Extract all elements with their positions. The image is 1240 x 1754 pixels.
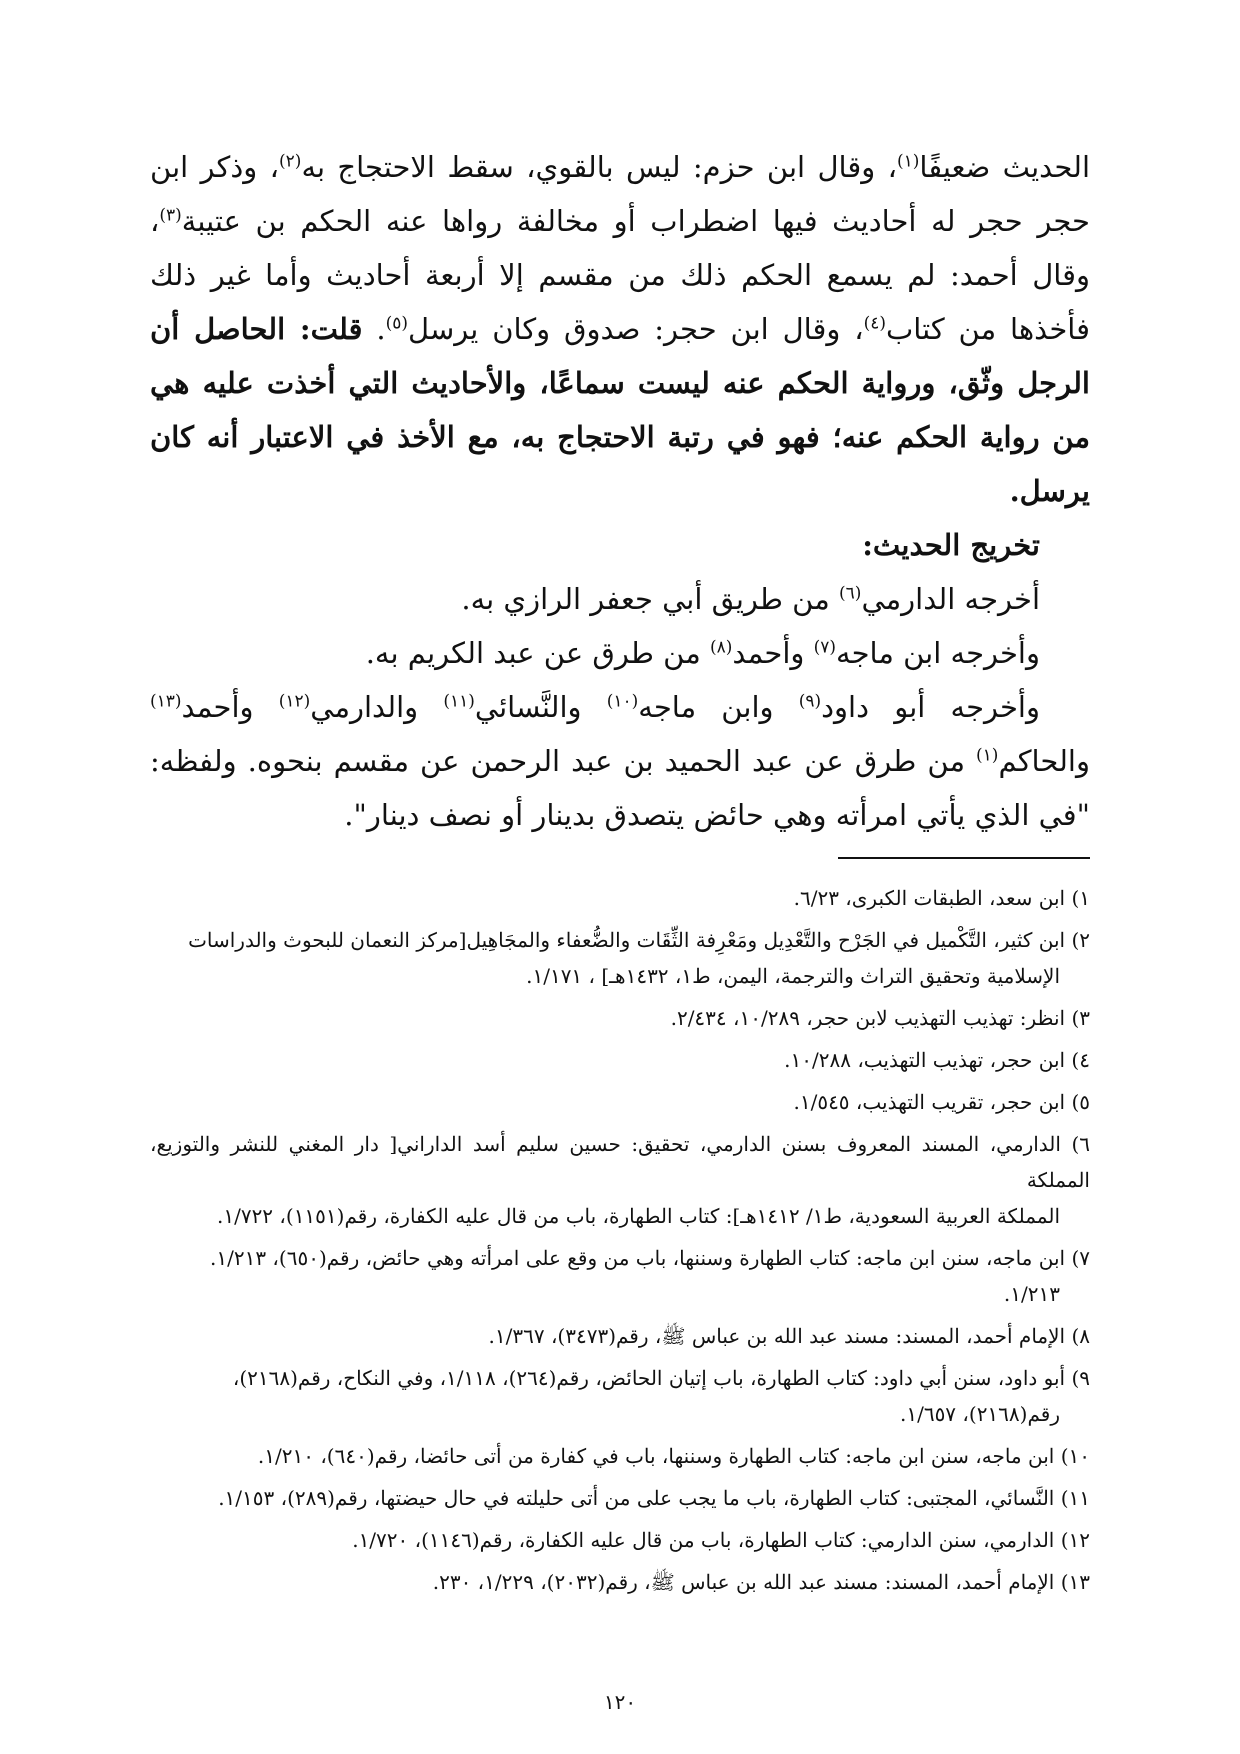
footnote-text: ٩) أبو داود، سنن أبي داود: كتاب الطهارة، باب إتيان الحائض، رقم(٢٦٤)، ١/١١٨، وفي النكاح، رقم(٢١٦٨)، <box>232 1366 1090 1390</box>
text-span: والدارمي <box>310 690 444 724</box>
footnote-4 <box>150 1042 1090 1078</box>
footnote-ref[interactable]: (١٠) <box>606 691 639 712</box>
text-span: والحاكم <box>998 744 1090 778</box>
text-span: ، وقال أحمد: لم يسمع الحكم ذلك من مقسم إلا أربعة أحاديث وأما غير ذلك فأخذها من كتاب <box>150 204 1091 346</box>
footnote-5 <box>150 1084 1090 1120</box>
footnote-ref[interactable]: (٧) <box>813 637 837 658</box>
footnote-ref[interactable]: (١١) <box>443 691 475 712</box>
footnote-7 <box>150 1240 1090 1312</box>
text-span: والنَّسائي <box>474 690 607 724</box>
footnote-13 <box>150 1564 1090 1600</box>
conclusion-bold-text: قلت: الحاصل أن الرجل وثّق، ورواية الحكم عنه ليست سماعًا، والأحاديث التي أخذت عليه هي من رواية الحكم عنه؛ فهو في رتبة الاحتجاج به، مع الأخذ في الاعتبار أنه كان يرسل. <box>150 312 1090 508</box>
text-span: وأحمد <box>732 636 814 670</box>
footnote-continuation: المملكة العربية السعودية، ط١/ ١٤١٢هـ]: كتاب الطهارة، باب من قال عليه الكفارة، رقم(١١٥١)، ١/٧٢٢. <box>216 1204 1060 1228</box>
footnote-continuation: رقم(٢١٦٨)، ١/٦٥٧. <box>899 1402 1060 1426</box>
text-span: وابن ماجه <box>638 690 799 724</box>
footnote-ref[interactable]: (١٣) <box>150 691 182 712</box>
footnote-ref[interactable]: (٥) <box>385 313 409 334</box>
footnote-text: ٣) انظر: تهذيب التهذيب لابن حجر، ١٠/٢٨٩، ٢/٤٣٤. <box>670 1006 1090 1030</box>
footnote-text: ١٢) الدارمي، سنن الدارمي: كتاب الطهارة، باب من قال عليه الكفارة، رقم(١١٤٦)، ١/٧٢٠. <box>352 1528 1090 1552</box>
footnote-text: ٢) ابن كثير، التَّكْميل في الجَرْح والتَّعْدِيل ومَعْرِفة الثِّقَات والضُّعفاء والمجَاهِيل[مركز النعمان للبحوث والدراسات <box>188 928 1090 952</box>
footnote-text: ٨) الإمام أحمد، المسند: مسند عبد الله بن عباس ﷺ، رقم(٣٤٧٣)، ١/٣٦٧. <box>488 1324 1090 1348</box>
footnote-ref[interactable]: (٤) <box>863 313 886 334</box>
text-span: وأخرجه ابن ماجه <box>836 636 1040 670</box>
text-span: وأحمد <box>181 690 279 724</box>
text-span: . <box>362 312 386 346</box>
footnote-2 <box>150 922 1090 994</box>
footnote-text: ١٣) الإمام أحمد، المسند: مسند عبد الله بن عباس ﷺ، رقم(٢٠٣٢)، ١/٢٢٩، ٢٣٠. <box>432 1570 1090 1594</box>
footnote-text: ٧) ابن ماجه، سنن ابن ماجه: كتاب الطهارة وسننها، باب من وقع على امرأته وهي حائض، رقم(٦٥٠)، ١/٢١٣. <box>210 1246 1090 1270</box>
footnote-ref[interactable]: (١) <box>976 745 999 766</box>
footnote-text: ١٠) ابن ماجه، سنن ابن ماجه: كتاب الطهارة وسننها، باب في كفارة من أتى حائضا، رقم(٦٤٠)، ١/٢١٠. <box>257 1444 1090 1468</box>
footnote-text: ١) ابن سعد، الطبقات الكبرى، ٦/٢٣. <box>793 886 1090 910</box>
footnote-continuation: الإسلامية وتحقيق التراث والترجمة، اليمن، ط١، ١٤٣٢هـ] ، ١/١٧١. <box>526 964 1060 988</box>
footnote-text: ٤) ابن حجر، تهذيب التهذيب، ١٠/٢٨٨. <box>784 1048 1090 1072</box>
footnote-separator <box>838 857 1090 859</box>
text-span: أخرجه الدارمي <box>861 582 1040 616</box>
footnote-text: ١١) النَّسائي، المجتبى: كتاب الطهارة، باب ما يجب على من أتى حليلته في حال حيضتها، رقم(٢٨٩)، ١/١٥٣. <box>218 1486 1090 1510</box>
text-span: من طرق عن عبد الكريم به. <box>365 636 710 670</box>
footnote-ref[interactable]: (١) <box>896 151 920 172</box>
footnote-ref[interactable]: (٨) <box>710 637 733 658</box>
footnote-text: ٥) ابن حجر، تقريب التهذيب، ١/٥٤٥. <box>793 1090 1090 1114</box>
section-heading: تخريج الحديث: <box>862 528 1040 562</box>
main-text <box>150 140 1090 842</box>
paragraph-takhrij-1 <box>150 572 1040 626</box>
footnote-continuation: ١/٢١٣. <box>1003 1282 1060 1306</box>
footnote-ref[interactable]: (٩) <box>798 691 822 712</box>
text-span: ، وقال ابن حجر: صدوق وكان يرسل <box>408 312 864 346</box>
page-number: ١٢٠ <box>603 1690 637 1714</box>
footnote-ref[interactable]: (٣) <box>159 205 182 226</box>
footnote-ref[interactable]: (١٢) <box>278 691 311 712</box>
footnote-10 <box>150 1438 1090 1474</box>
text-span: وأخرجه أبو داود <box>821 690 1040 724</box>
footnote-ref[interactable]: (٦) <box>839 583 862 604</box>
paragraph-narrator-assessment <box>150 140 1090 518</box>
footnote-text: ٦) الدارمي، المسند المعروف بسنن الدارمي، تحقيق: حسين سليم أسد الداراني[ دار المغني للنشر والتوزيع، المملكة <box>150 1132 1090 1192</box>
paragraph-takhrij-2 <box>150 626 1040 680</box>
text-span: الحديث ضعيفًا <box>919 150 1091 184</box>
paragraph-takhrij-3 <box>150 680 1090 842</box>
text-span: ، وذكر ابن حجر حجر له أحاديث فيها اضطراب أو مخالفة رواها عنه الحكم بن عتيبة <box>150 150 1090 238</box>
footnote-6 <box>150 1126 1090 1234</box>
footnote-ref[interactable]: (٢) <box>279 151 302 172</box>
text-span: ، وقال ابن حزم: ليس بالقوي، سقط الاحتجاج به <box>301 150 897 184</box>
footnote-8 <box>150 1318 1090 1354</box>
footnote-9 <box>150 1360 1090 1432</box>
footnotes <box>150 880 1090 1606</box>
text-span: من طرق عن عبد الحميد بن عبد الرحمن عن مقسم بنحوه. ولفظه: "في الذي يأتي امرأته وهي حائض يتصدق بدينار أو نصف دينار". <box>150 744 1090 832</box>
text-span: من طريق أبي جعفر الرازي به. <box>461 582 840 616</box>
footnote-1 <box>150 880 1090 916</box>
footnote-3 <box>150 1000 1090 1036</box>
footnote-11 <box>150 1480 1090 1516</box>
footnote-12 <box>150 1522 1090 1558</box>
